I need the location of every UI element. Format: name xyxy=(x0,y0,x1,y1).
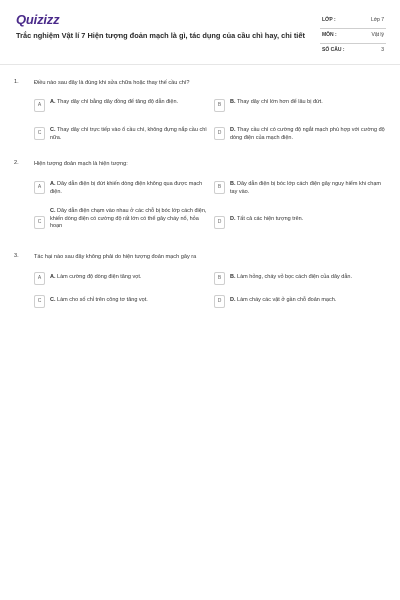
option-letter-box: B xyxy=(214,99,225,112)
meta-value: 3 xyxy=(381,47,384,53)
option-letter-box: D xyxy=(214,216,225,229)
question-text: Tác hại nào sau đây không phải do hiện tượng đoản mạch gây ra xyxy=(34,254,197,260)
option-text: D. Tất cả các hiện tượng trên. xyxy=(230,216,304,222)
option-text: D. Làm cháy các vật ở gần chỗ đoản mạch. xyxy=(230,297,337,303)
meta-value: Lớp 7 xyxy=(370,17,384,23)
worksheet-meta-box xyxy=(320,14,386,58)
option-letter-box: C xyxy=(34,216,45,229)
meta-row-subject xyxy=(320,29,386,44)
option-letter-box: D xyxy=(214,127,225,140)
header-divider xyxy=(0,64,400,65)
option-letter-box: C xyxy=(34,295,45,308)
option-text: A. Dây dẫn điện bị đứt khiến dòng điện không qua được mạch điện. xyxy=(50,181,203,195)
option-text: B. Thay dây chì lớn hơn để lâu bị đứt. xyxy=(230,99,323,105)
option-text: B. Làm hỏng, cháy vỏ bọc cách điện của dây dẫn. xyxy=(230,274,352,280)
option-letter-box: A xyxy=(34,272,45,285)
meta-value: Vật lý xyxy=(371,32,384,38)
option-text: C. Làm cho số chỉ trên công tơ tăng vọt. xyxy=(50,297,148,303)
option-text: C. Dây dẫn điện chạm vào nhau ở các chỗ bị bóc lớp cách điện, khiến dòng điện có cường độ rất lớn có thể gây cháy nổ, hỏa hoạn xyxy=(50,208,207,229)
worksheet-header xyxy=(8,8,392,60)
option-text: A. Làm cường độ dòng điện tăng vọt. xyxy=(50,274,142,280)
question-text: Hiện tượng đoản mạch là hiện tượng: xyxy=(34,161,128,167)
question-number: 3. xyxy=(14,253,19,259)
meta-row-grade xyxy=(320,14,386,29)
meta-label: MÔN : xyxy=(322,32,337,38)
option-letter-box: A xyxy=(34,99,45,112)
option-text: C. Thay dây chì trực tiếp vào ổ cầu chì, không đựng nắp cầu chì nữa. xyxy=(50,127,207,141)
option-letter-box: A xyxy=(34,181,45,194)
option-letter-box: C xyxy=(34,127,45,140)
worksheet-title: Trắc nghiệm Vật lí 7 Hiện tượng đoản mạch là gì, tác dụng của cầu chì hay, chi tiết xyxy=(16,31,305,40)
question-number: 1. xyxy=(14,79,19,85)
option-letter-box: B xyxy=(214,181,225,194)
question-number: 2. xyxy=(14,160,19,166)
option-text: B. Dây dẫn điện bị bóc lớp cách điện gây nguy hiểm khi chạm tay vào. xyxy=(230,181,381,195)
option-letter-box: D xyxy=(214,295,225,308)
option-text: A. Thay dây chì bằng dây đồng để tăng độ dẫn điện. xyxy=(50,99,179,105)
quizizz-logo[interactable]: Quizizz xyxy=(16,12,60,27)
meta-label: SỐ CÂU : xyxy=(322,47,345,53)
meta-row-question-count xyxy=(320,44,386,58)
option-letter-box: B xyxy=(214,272,225,285)
question-text: Điều nào sau đây là đúng khi sửa chữa hoặc thay thế cầu chì? xyxy=(34,80,190,86)
option-text: D. Thay cầu chì có cường độ ngắt mạch phù hợp với cường độ dòng điện của mạch điện. xyxy=(230,127,385,141)
meta-label: LỚP : xyxy=(322,17,336,23)
